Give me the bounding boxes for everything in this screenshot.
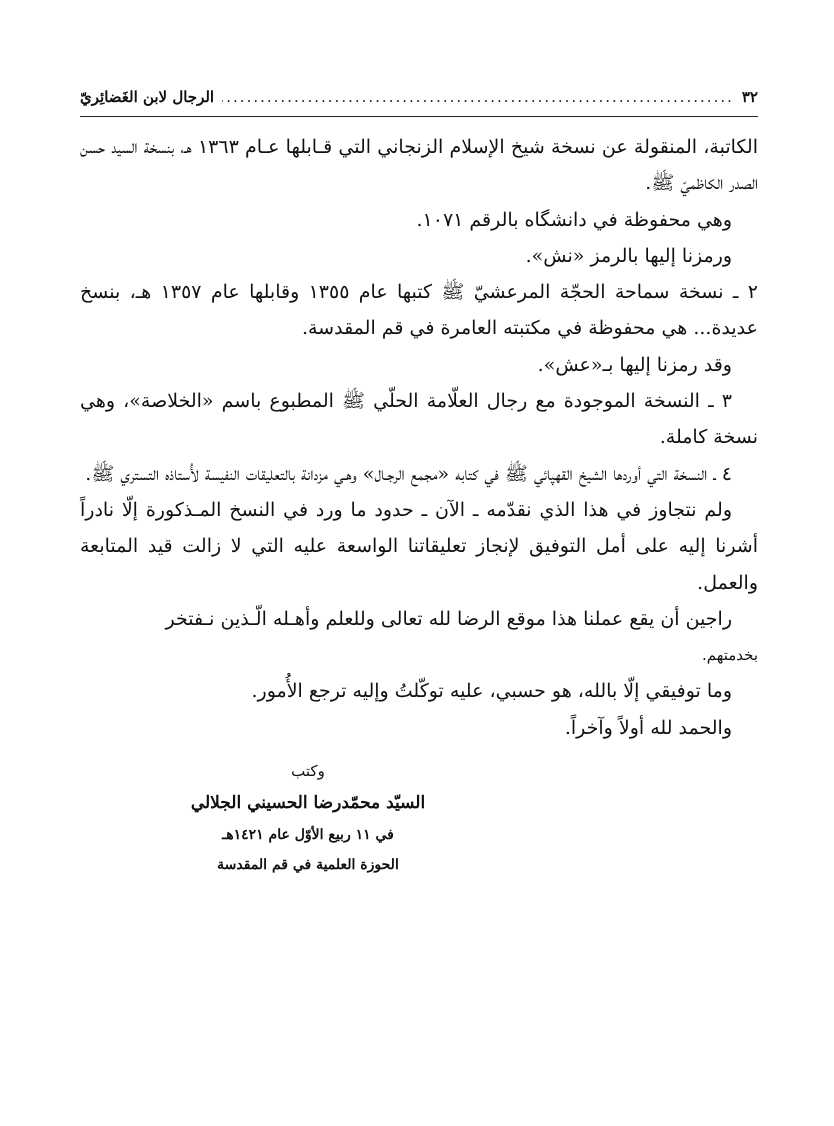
body-text <box>80 129 758 673</box>
document-page <box>80 88 758 1088</box>
paragraph-3: ورمزنا إليها بالرمز «نش». <box>525 244 732 267</box>
paragraph-9: راجين أن يقع عملنا هذا موقع الرضا لله تعالى وللعلم وأهـله الّـذين نـفتخر <box>165 607 732 630</box>
paragraph-5: وقد رمزنا إليها بـ«عش». <box>537 353 732 376</box>
signature-name: السيّد محمّدرضا الحسيني الجلالي <box>190 793 426 814</box>
paragraph-8: ولم نتجاوز في هذا الذي نقدّمه ـ الآن ـ حدود ما ورد في النسخ المـذكورة إلّا نادراً أشرنا إليه على أمل التوفيق لإنجاز تعليقاتنا الواسعة عليه التي لا زالت قيد المتابعة والعمل. <box>80 498 758 594</box>
closing-line-1: وما توفيقي إلّا بالله، هو حسبي، عليه توكّلتُ وإليه ترجع الأُمور. <box>251 680 732 703</box>
signature-place: الحوزة العلمية في قم المقدسة <box>217 857 399 874</box>
paragraph-7: ٤ ـ النسخة التي أوردها الشيخ القهپائي ﷺ في كتابه «مجمع الرجـال» وهـي مزدانة بالتعليقات النفيسة لأُستاذه التستري ﷺ. <box>85 462 732 485</box>
leader-dots <box>222 88 734 106</box>
paragraph-2: وهي محفوظة في دانشگاه بالرقم ١٠٧١. <box>416 208 732 231</box>
page-number: ٣٢ <box>741 88 758 106</box>
paragraph-6: ٣ ـ النسخة الموجودة مع رجال العلّامة الحلّي ﷺ المطبوع باسم «الخلاصة»، وهي نسخة كاملة. <box>80 390 758 449</box>
running-header <box>80 88 758 117</box>
signature-date: في ١١ ربيع الأوّل عام ١٤٢١هـ <box>222 827 394 844</box>
paragraph-1: الكاتبة، المنقولة عن نسخة شيخ الإسلام الزنجاني التي قـابلها عـام ١٣٦٣ هـ، بنسخة السيد حسن الصدر الكاظميّ ﷺ. <box>80 136 758 195</box>
closing-lines <box>80 673 758 746</box>
paragraph-10: بخدمتهم. <box>702 646 758 665</box>
signature-block <box>158 756 458 880</box>
closing-line-2: والحمد لله أولاً وآخراً. <box>564 716 732 739</box>
signature-wrote: وكتب <box>291 762 325 781</box>
paragraph-4: ٢ ـ نسخة سماحة الحجّة المرعشيّ ﷺ كتبها عام ١٣٥٥ وقابلها عام ١٣٥٧ هـ، بنسخ عديدة... هي محفوظة في مكتبته العامرة في قم المقدسة. <box>80 281 758 340</box>
book-title: الرجال لابن الغَضائِريّ <box>80 88 215 106</box>
